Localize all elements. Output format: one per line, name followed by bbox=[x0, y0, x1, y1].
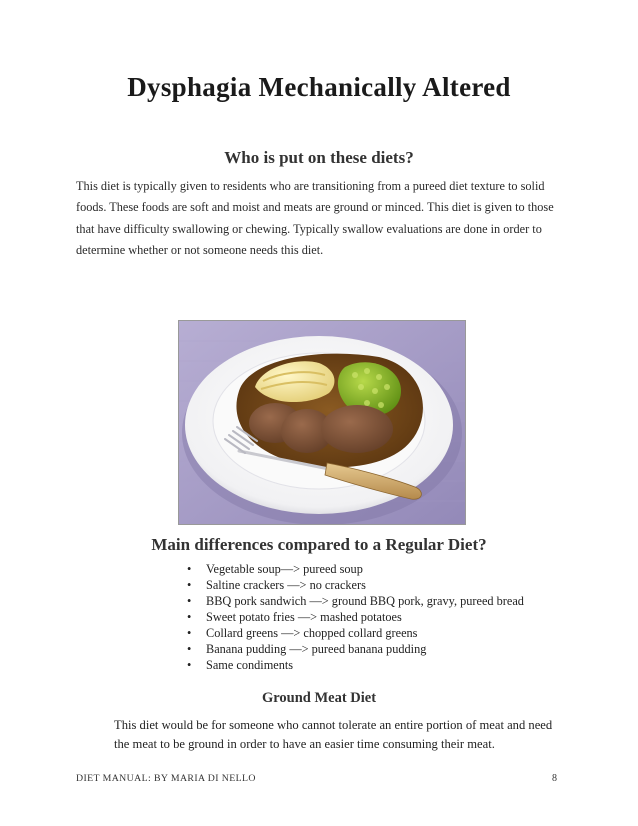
ground-meat-paragraph: This diet would be for someone who cannot tolerate an entire portion of meat and need the meat to be ground in order to have an easier time consuming their meat. bbox=[114, 718, 553, 751]
differences-list bbox=[187, 561, 524, 673]
list-item: • Banana pudding —> pureed banana pudding bbox=[187, 641, 524, 657]
list-item: • Saltine crackers —> no crackers bbox=[187, 577, 524, 593]
who-heading: Who is put on these diets? bbox=[224, 148, 414, 167]
ground-meat-heading: Ground Meat Diet bbox=[261, 690, 377, 706]
footer-credit: DIET MANUAL: BY MARIA DI NELLO bbox=[76, 773, 256, 784]
page-title: Dysphagia Mechanically Altered bbox=[127, 72, 511, 102]
list-item: • Collard greens —> chopped collard greens bbox=[187, 625, 524, 641]
plate-illustration bbox=[179, 321, 466, 525]
list-item: • Vegetable soup—> pureed soup bbox=[187, 561, 524, 577]
list-item: • Same condiments bbox=[187, 657, 524, 673]
page-number: 8 bbox=[552, 773, 557, 784]
list-item: • BBQ pork sandwich —> ground BBQ pork, gravy, pureed bread bbox=[187, 593, 524, 609]
list-item: • Sweet potato fries —> mashed potatoes bbox=[187, 609, 524, 625]
meal-photo bbox=[178, 320, 466, 525]
who-paragraph: This diet is typically given to residents who are transitioning from a pureed diet texture to solid foods. These foods are soft and moist and meats are ground or minced. This diet is given to those that have difficulty swallowing or chewing. Typically swallow evaluations are done in order to determine whether or not someone needs this diet. bbox=[76, 179, 554, 257]
differences-heading: Main differences compared to a Regular Diet? bbox=[151, 535, 487, 554]
